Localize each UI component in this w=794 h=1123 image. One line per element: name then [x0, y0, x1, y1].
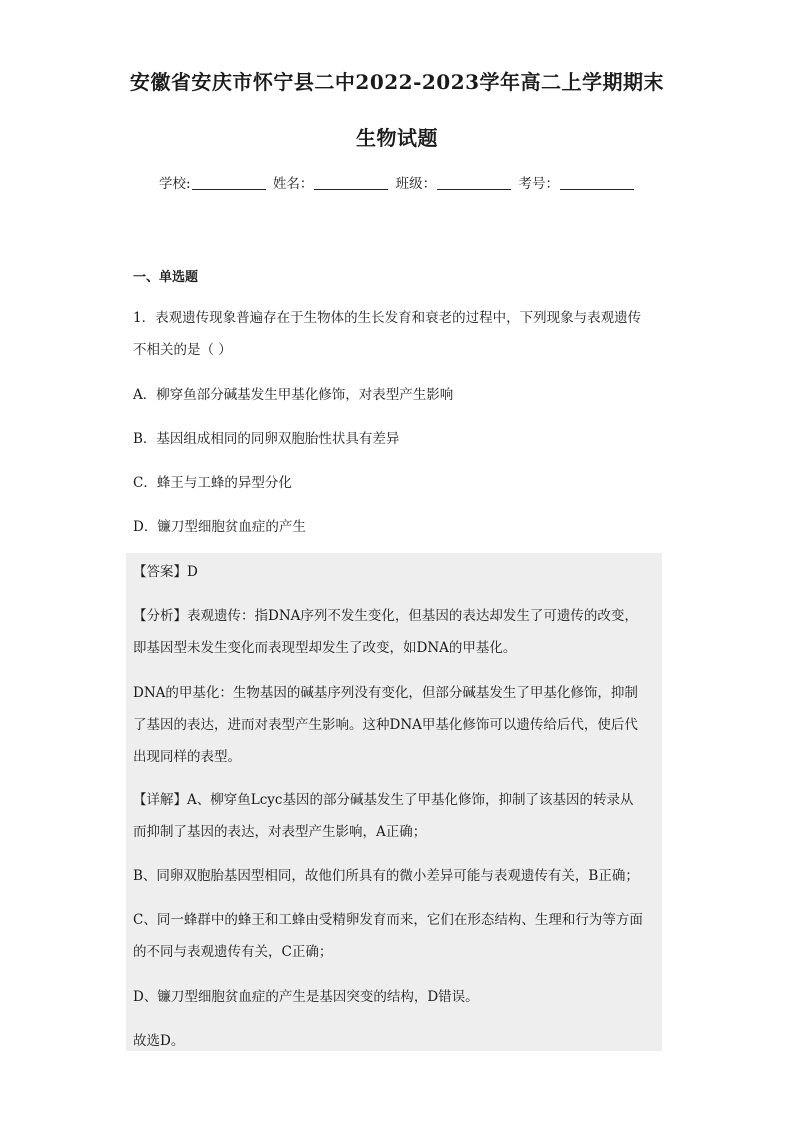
option-b: B．基因组成相同的同卵双胞胎性状具有差异	[133, 431, 400, 447]
option-c: C．蜂王与工蜂的异型分化	[133, 475, 292, 491]
school-label: 学校:	[159, 176, 191, 192]
exam-no-label: 考号：	[518, 176, 559, 192]
analysis-line2: 即基因型未发生变化而表现型却发生了改变，如DNA的甲基化。	[133, 640, 517, 656]
name-label: 姓名：	[272, 176, 314, 192]
section-title: 一、单选题	[133, 270, 199, 285]
answer-value: D	[187, 564, 198, 580]
detail-tag: 【详解】	[133, 792, 187, 808]
methylation-line2: 了基因的表达，进而对表型产生影响。这种DNA甲基化修饰可以遗传给后代，使后代	[133, 717, 638, 733]
detail-a-line2: 而抑制了基因的表达，对表型产生影响，A正确；	[133, 824, 427, 840]
detail-c-line2: 的不同与表观遗传有关，C正确；	[133, 944, 333, 960]
exam-title-line2: 生物试题	[356, 126, 438, 150]
analysis-tag: 【分析】	[133, 608, 187, 624]
detail-c-line1: C、同一蜂群中的蜂王和工蜂由受精卵发育而来，它们在形态结构、生理和行为等方面	[133, 912, 643, 928]
answer-line	[133, 560, 198, 580]
class-blank	[437, 176, 511, 190]
exam-no-blank	[560, 176, 634, 190]
option-d: D．镰刀型细胞贫血症的产生	[133, 519, 306, 535]
detail-a-line1	[133, 788, 633, 808]
class-label: 班级：	[395, 176, 437, 192]
question-stem-line2: 不相关的是（ ）	[133, 342, 232, 358]
answer-tag: 【答案】	[133, 564, 187, 580]
school-blank	[192, 176, 266, 190]
student-info-row	[0, 172, 794, 192]
exam-title-line1: 安徽省安庆市怀宁县二中2022-2023学年高二上学期期末	[129, 70, 665, 94]
name-blank	[314, 176, 388, 190]
option-a: A．柳穿鱼部分碱基发生甲基化修饰，对表型产生影响	[133, 387, 454, 403]
methylation-line3: 出现同样的表型。	[133, 749, 241, 765]
detail-a-text1: A、柳穿鱼Lcyc基因的部分碱基发生了甲基化修饰，抑制了该基因的转录从	[187, 792, 634, 808]
question-stem-line1: 1．表观遗传现象普遍存在于生物体的生长发育和衰老的过程中，下列现象与表观遗传	[133, 310, 642, 326]
analysis-text1: 表观遗传：指DNA序列不发生变化，但基因的表达却发生了可遗传的改变，	[187, 608, 638, 624]
methylation-line1: DNA的甲基化：生物基因的碱基序列没有变化，但部分碱基发生了甲基化修饰，抑制	[133, 685, 638, 701]
detail-b: B、同卵双胞胎基因型相同，故他们所具有的微小差异可能与表观遗传有关，B正确；	[133, 868, 639, 884]
detail-d: D、镰刀型细胞贫血症的产生是基因突变的结构，D错误。	[133, 989, 479, 1005]
analysis-line1	[133, 604, 638, 624]
conclusion: 故选D。	[133, 1033, 185, 1049]
